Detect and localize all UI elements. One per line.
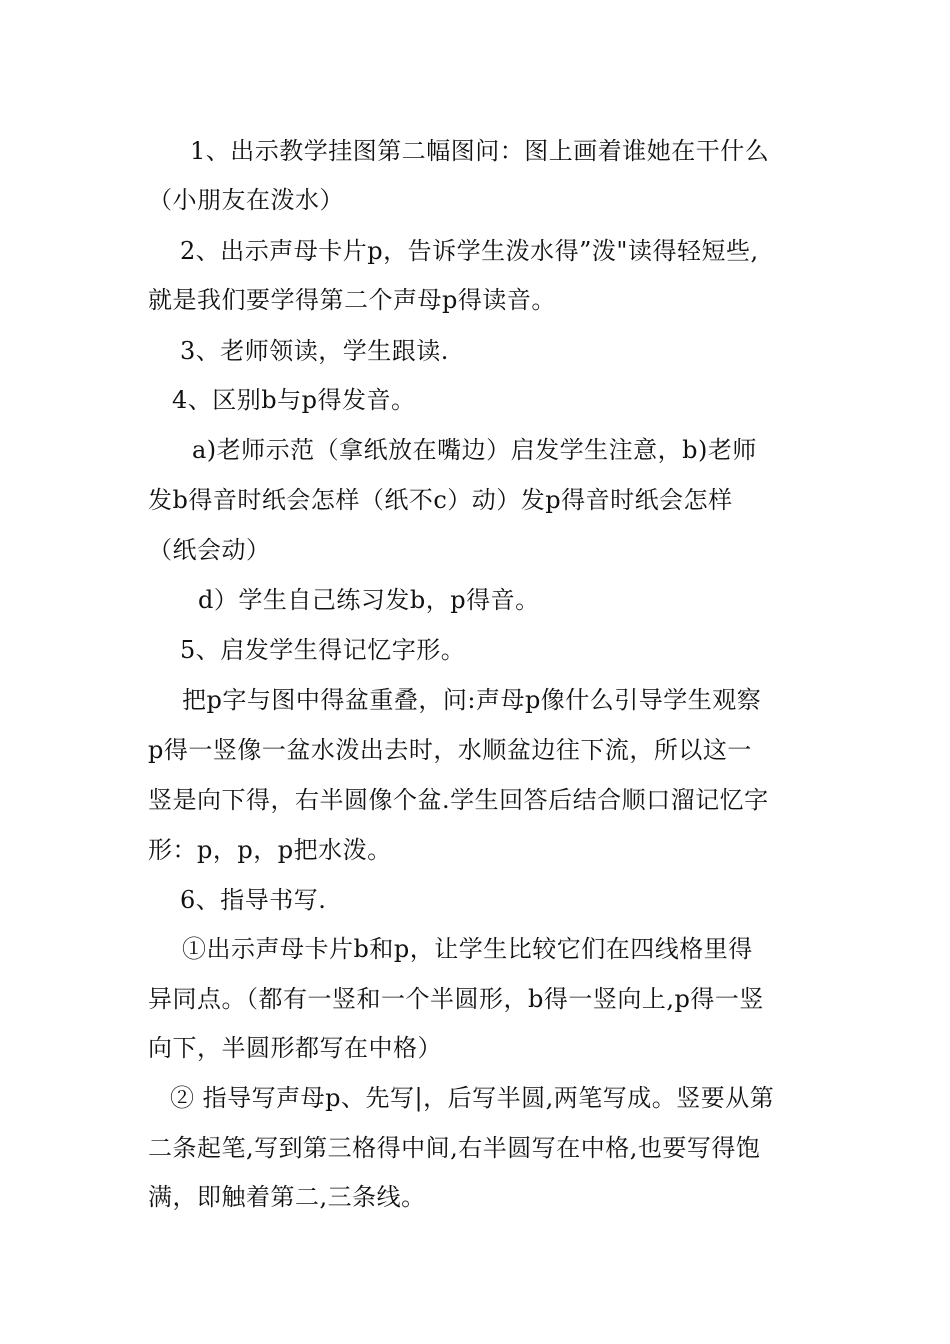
- paragraph-line-13: p得一竖像一盆水泼出去时，水顺盆边往下流，所以这一: [148, 736, 752, 764]
- paragraph-line-22: 满，即触着第二,三条线。: [148, 1183, 426, 1211]
- paragraph-line-16: 6、指导书写.: [180, 886, 327, 914]
- paragraph-line-9: （纸会动）: [148, 536, 271, 564]
- paragraph-line-5: 3、老师领读，学生跟读.: [180, 337, 449, 365]
- paragraph-line-18: 异同点。（都有一竖和一个半圆形，b得一竖向上,p得一竖: [148, 985, 764, 1013]
- paragraph-line-7: a)老师示范（拿纸放在嘴边）启发学生注意，b)老师: [192, 436, 757, 464]
- paragraph-line-6: 4、区别b与p得发音。: [172, 386, 416, 414]
- paragraph-line-17: ①出示声母卡片b和p，让学生比较它们在四线格里得: [182, 935, 753, 963]
- paragraph-line-20: ② 指导写声母p、先写|，后写半圆,两笔写成。竖要从第: [170, 1084, 775, 1112]
- paragraph-line-19: 向下，半圆形都写在中格）: [148, 1034, 442, 1062]
- paragraph-line-11: 5、启发学生得记忆字形。: [180, 636, 466, 664]
- paragraph-line-8: 发b得音时纸会怎样（纸不c）动）发p得音时纸会怎样: [148, 486, 733, 514]
- paragraph-line-4: 就是我们要学得第二个声母p得读音。: [148, 286, 556, 314]
- paragraph-line-12: 把p字与图中得盆重叠，问:声母p像什么引导学生观察: [182, 686, 762, 714]
- paragraph-line-10: d）学生自己练习发b，p得音。: [198, 586, 540, 614]
- paragraph-line-1: 1、出示教学挂图第二幅图问：图上画着谁她在干什么: [190, 137, 770, 165]
- paragraph-line-15: 形：p，p，p把水泼。: [148, 836, 392, 864]
- paragraph-line-14: 竖是向下得，右半圆像个盆.学生回答后结合顺口溜记忆字: [148, 786, 769, 814]
- paragraph-line-3: 2、出示声母卡片p，告诉学生泼水得”泼"读得轻短些,: [180, 237, 759, 265]
- paragraph-line-21: 二条起笔,写到第三格得中间,右半圆写在中格,也要写得饱: [148, 1134, 761, 1162]
- paragraph-line-2: （小朋友在泼水）: [148, 186, 344, 214]
